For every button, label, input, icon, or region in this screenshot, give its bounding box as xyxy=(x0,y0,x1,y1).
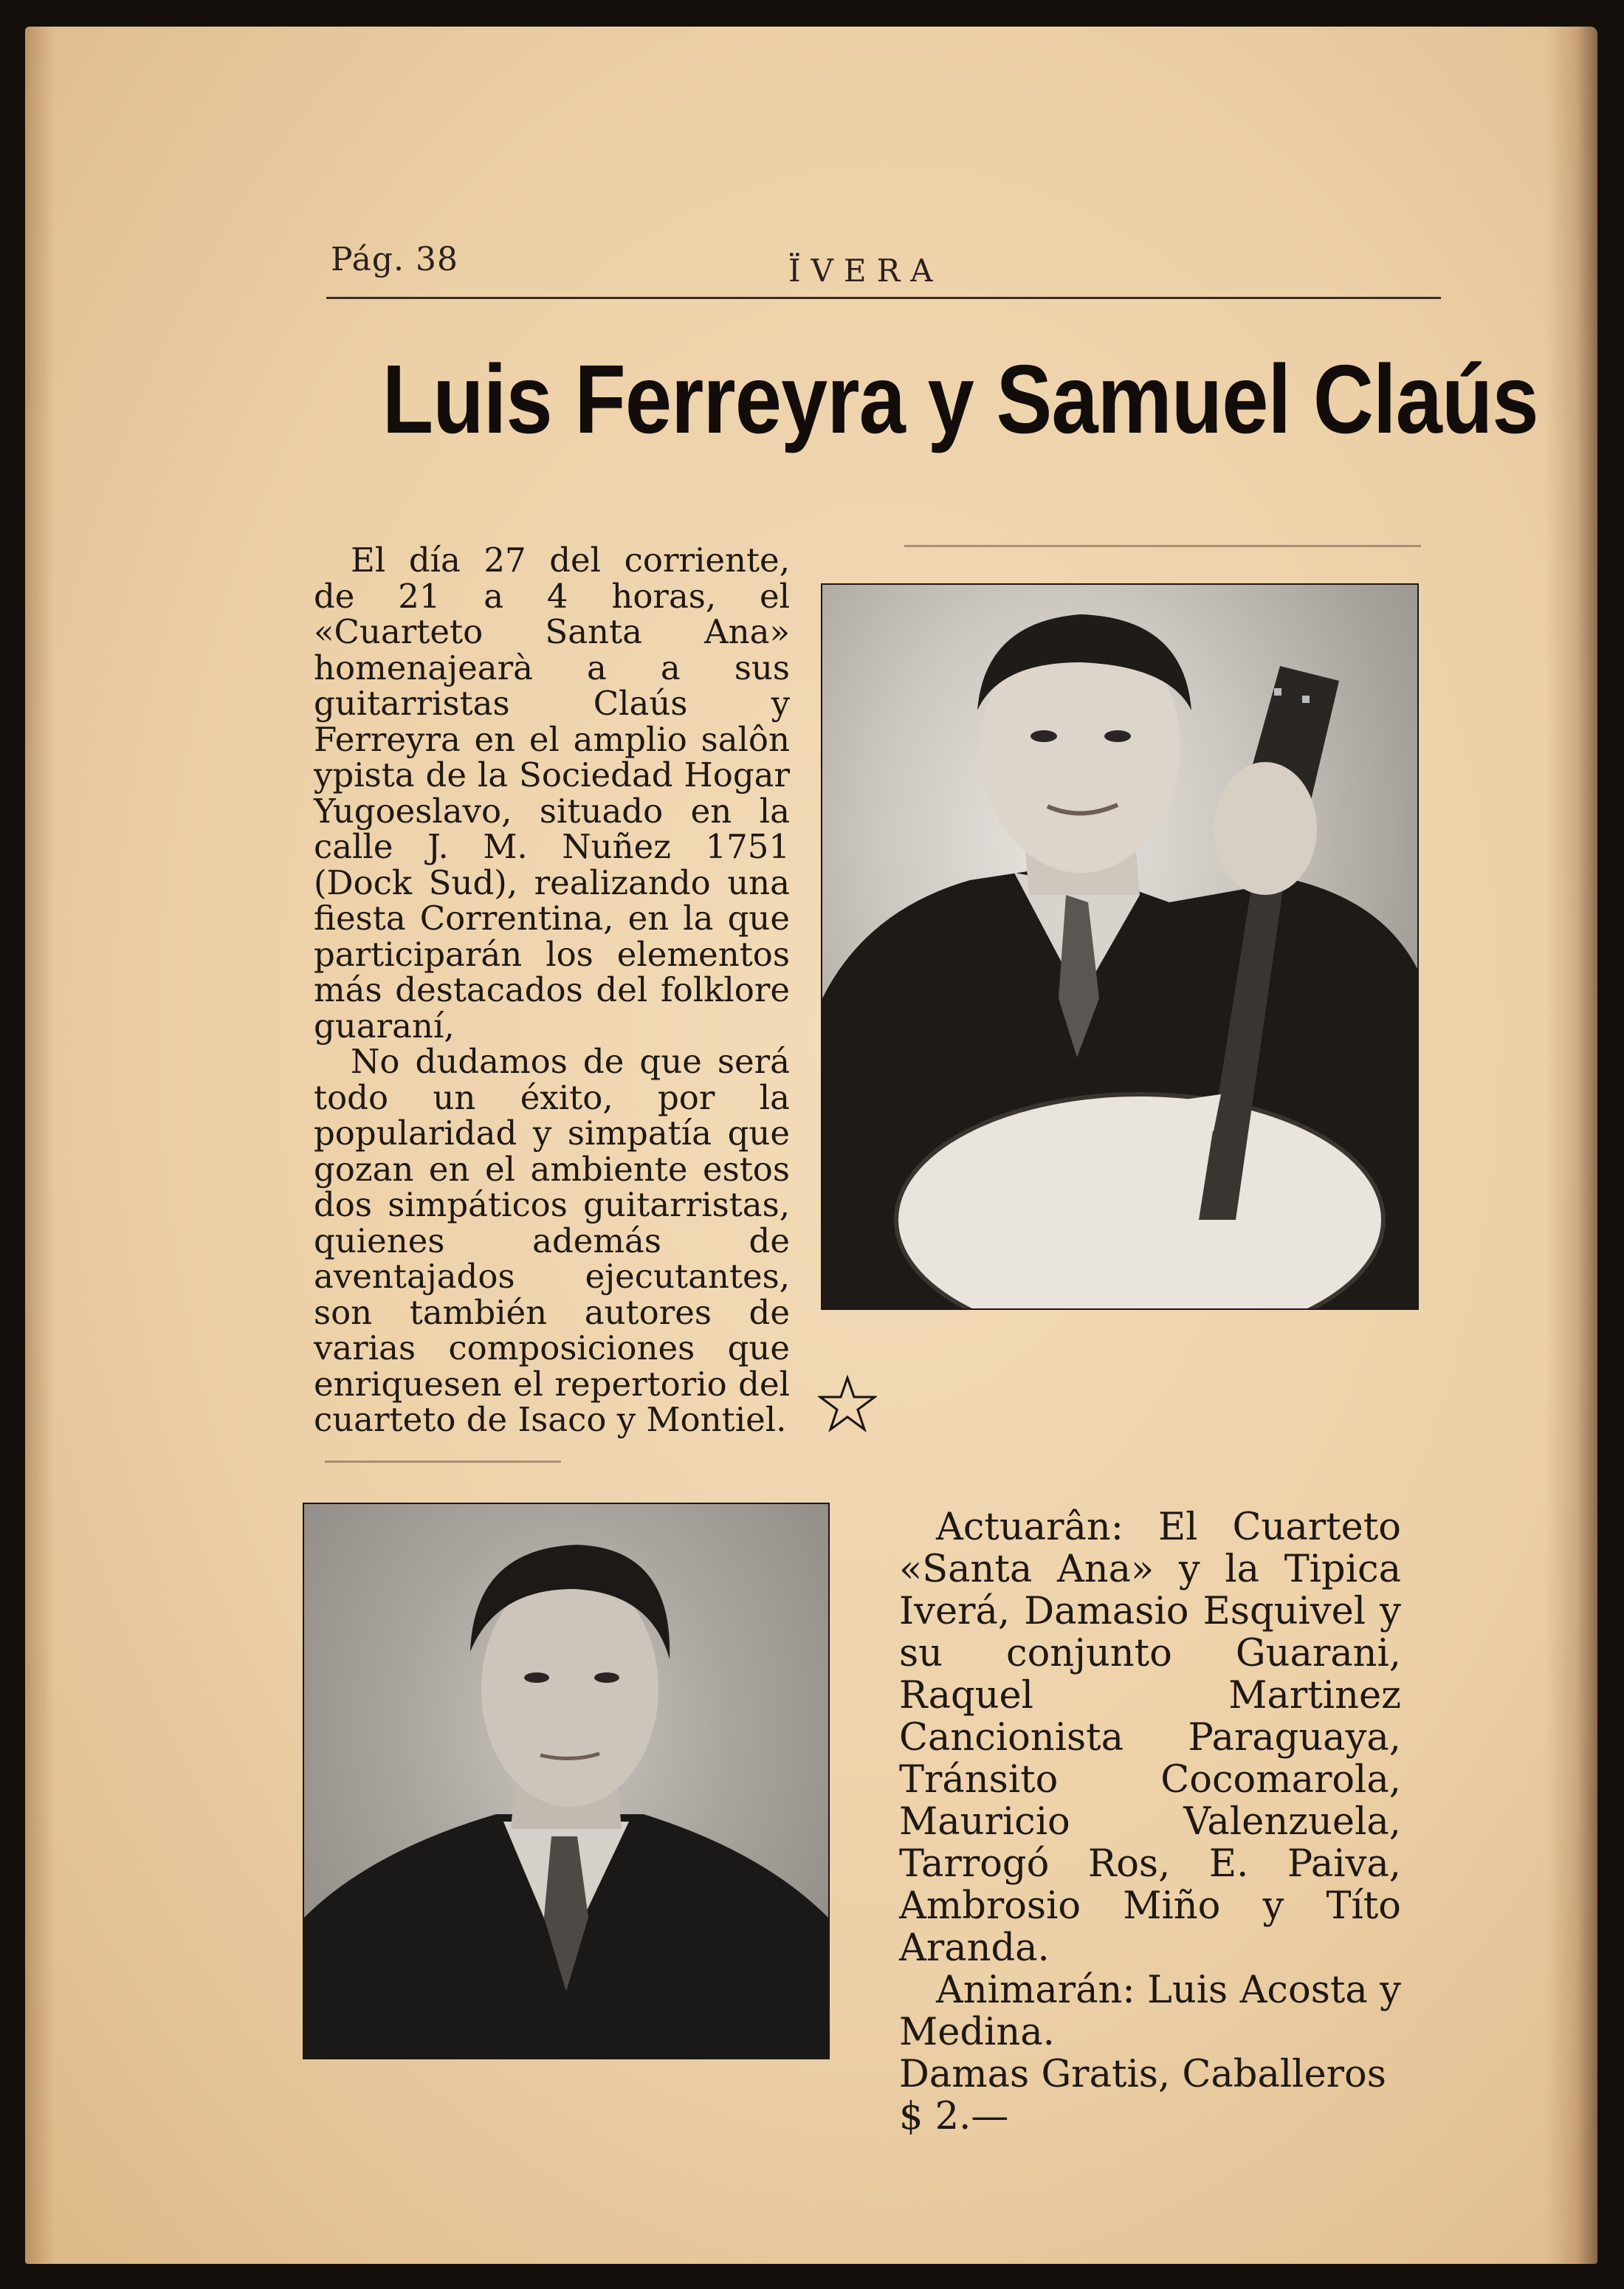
hosts-line: Animarán: Luis Acosta y Medina. xyxy=(899,1969,1401,2054)
page-edge-shadow xyxy=(25,27,55,2264)
star-icon xyxy=(818,1375,877,1434)
performers-list: Actuarân: El Cuarteto «Santa Ana» y la Tipica Iverá, Damasio Esquivel y su conjunto Guarani, Raquel Martinez Cancionista Paraguaya, Tránsito Cocomarola, Mauricio Valenzuela, Tarrogó Ros, E. Paiva, Ambrosio Miño y Títo Aranda. xyxy=(899,1506,1401,1970)
page-number: Pág. 38 xyxy=(331,241,458,278)
photo-samuel-claus xyxy=(303,1503,830,2059)
prices-amount: $ 2.— xyxy=(899,2095,1009,2138)
article-body-right xyxy=(899,1506,1401,2138)
header-rule xyxy=(326,297,1441,299)
article-headline: Luis Ferreyra y Samuel Claús xyxy=(382,345,1538,453)
dash-mark xyxy=(904,545,1421,547)
magazine-name: ÏVERA xyxy=(788,253,943,289)
portrait xyxy=(304,1504,828,2058)
page-gutter-shadow xyxy=(1546,27,1597,2264)
photo-luis-ferreyra xyxy=(821,583,1419,1310)
dash-mark xyxy=(325,1461,561,1463)
page-header xyxy=(303,236,1439,303)
article-body-left xyxy=(314,540,790,1439)
article-paragraph: El día 27 del corriente, de 21 a 4 horas, el «Cuarteto Santa Ana» homenajearà a a sus guitarristas Claús y Ferreyra en el amplio salôn ypista de la Sociedad Hogar Yugoeslavo, situado en la calle J. M. Nuñez 1751 (Dock Sud), realizando una fiesta Correntina, en la que participarán los elementos más destacados del folklore guaraní, xyxy=(314,540,790,1046)
prices-line: Damas Gratis, Caballeros xyxy=(899,2053,1386,2096)
guitarist-portrait xyxy=(822,585,1417,1308)
article-paragraph: No dudamos de que será todo un éxito, por la popularidad y simpatía que gozan en el ambiente estos dos simpáticos guitarristas, quienes además de aventajados ejecutantes, son también autores de varias composiciones que enriquesen el repertorio del cuarteto de Isaco y Montiel. xyxy=(314,1042,790,1439)
